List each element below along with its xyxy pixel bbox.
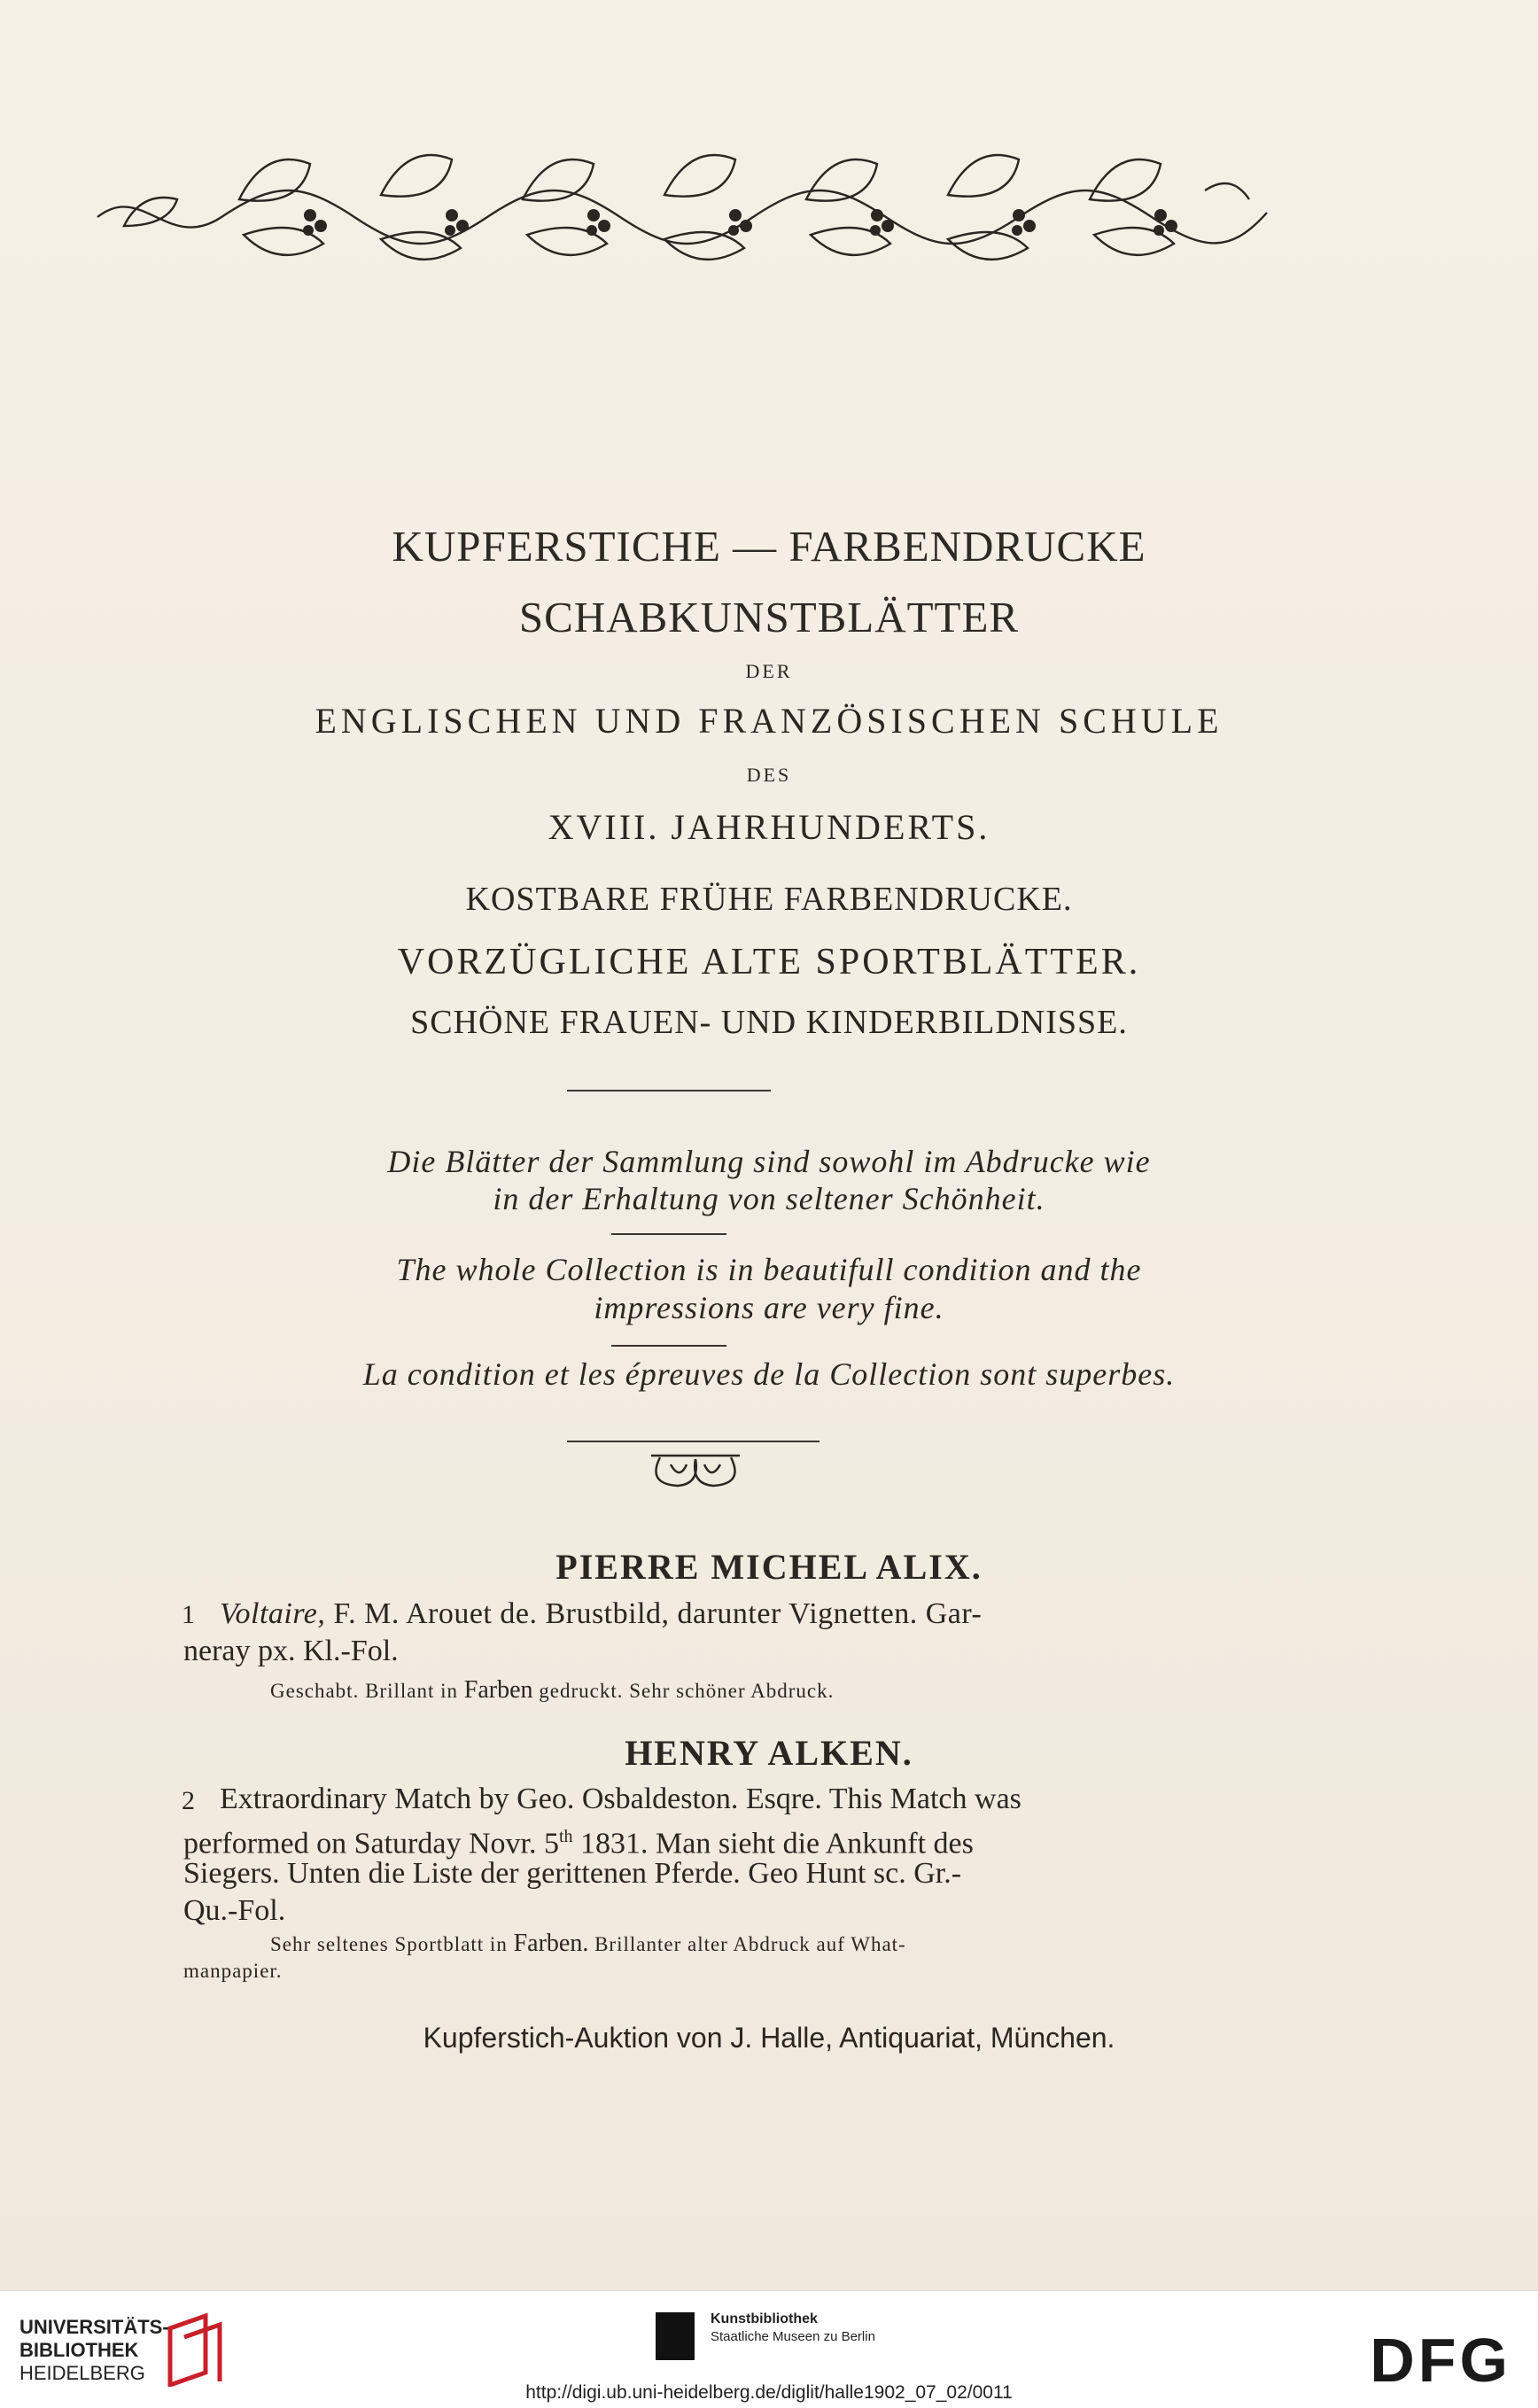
entry-note	[270, 1930, 906, 1958]
divider-rule	[567, 1441, 819, 1442]
divider-rule	[611, 1345, 726, 1347]
entry-text-line: performed on Saturday Novr. 5	[183, 1827, 559, 1860]
logo-title: Kunstbibliothek	[711, 2311, 818, 2326]
title-line-4: XVIII. JAHRHUNDERTS.	[548, 807, 990, 847]
title-line-2: SCHABKUNSTBLÄTTER	[518, 593, 1020, 641]
vine-ornament	[89, 128, 1276, 279]
entry-note-text: Sehr seltenes Sportblatt in	[270, 1933, 514, 1955]
divider-rule	[611, 1233, 726, 1235]
entry-note-text: Geschabt. Brillant in	[270, 1680, 464, 1702]
title-line-1: KUPFERSTICHE — FARBENDRUCKE	[392, 522, 1146, 571]
entry-note-emphasis: Farben	[463, 1676, 533, 1704]
dfg-logo[interactable]: DFG	[1370, 2326, 1511, 2395]
subheading-a: KOSTBARE FRÜHE FARBENDRUCKE.	[465, 881, 1073, 918]
entry-title: Voltaire,	[220, 1597, 326, 1630]
entry-number: 2	[182, 1786, 195, 1815]
entry-note-text: manpapier.	[183, 1960, 283, 1982]
source-url-link[interactable]: http://digi.ub.uni-heidelberg.de/diglit/halle1902_07_02/0011	[525, 2382, 1013, 2403]
entry-note-text: Brillanter alter Abdruck auf What-	[588, 1933, 906, 1955]
subheading-c: SCHÖNE FRAUEN- UND KINDERBILDNISSE.	[410, 1004, 1128, 1041]
kunstbibliothek-logo[interactable]	[656, 2309, 921, 2371]
superscript: th	[558, 1827, 573, 1846]
entry-text-line: Extraordinary Match by Geo. Osbaldeston. Esqre. This Match was	[220, 1783, 1021, 1815]
page-footer: Kupferstich-Auktion von J. Halle, Antiquariat, München.	[423, 2022, 1115, 2054]
artist-heading: HENRY ALKEN.	[625, 1733, 913, 1773]
statement-german-1: Die Blätter der Sammlung sind sowohl im Abdrucke wie	[387, 1144, 1151, 1179]
title-line-3: ENGLISCHEN UND FRANZÖSISCHEN SCHULE	[315, 701, 1223, 741]
entry-text-line: Siegers. Unten die Liste der gerittenen Pferde. Geo Hunt sc. Gr.-	[183, 1857, 962, 1890]
statement-german-2: in der Erhaltung von seltener Schönheit.	[493, 1181, 1045, 1216]
statement-english-1: The whole Collection is in beautifull condition and the	[396, 1252, 1142, 1287]
kunstbibliothek-emblem-icon	[656, 2312, 695, 2360]
artist-heading: PIERRE MICHEL ALIX.	[555, 1547, 983, 1587]
logo-text: BIBLIOTHEK	[19, 2339, 139, 2361]
divider-rule	[567, 1090, 771, 1091]
logo-text: UNIVERSITÄTS-	[19, 2316, 169, 2338]
logo-text: HEIDELBERG	[19, 2362, 145, 2384]
logo-subtitle: Staatliche Museen zu Berlin	[711, 2329, 875, 2344]
entry-text-line: 1831. Man sieht die Ankunft des	[572, 1827, 974, 1860]
entry-note-text: gedruckt. Sehr schöner Abdruck.	[532, 1680, 835, 1702]
entry-text	[220, 1596, 1274, 1633]
title-des: DES	[746, 764, 792, 786]
entry-text-line: neray px. Kl.-Fol.	[183, 1635, 399, 1667]
statement-french: La condition et les épreuves de la Collection sont superbes.	[362, 1356, 1176, 1392]
scroll-ornament	[642, 1449, 749, 1491]
entry-note-emphasis: Farben.	[513, 1930, 589, 1957]
subheading-b: VORZÜGLICHE ALTE SPORTBLÄTTER.	[397, 942, 1141, 983]
entry-text-line: F. M. Arouet de. Brustbild, darunter Vignetten. Gar-	[325, 1597, 983, 1630]
entry-number: 1	[182, 1600, 195, 1629]
entry-note	[270, 1676, 834, 1705]
heidelberg-library-logo[interactable]	[19, 2309, 250, 2389]
statement-english-2: impressions are very fine.	[594, 1290, 944, 1325]
entry-text-line: Qu.-Fol.	[183, 1894, 286, 1927]
title-der: DER	[745, 660, 793, 682]
library-emblem-icon	[161, 2311, 232, 2387]
